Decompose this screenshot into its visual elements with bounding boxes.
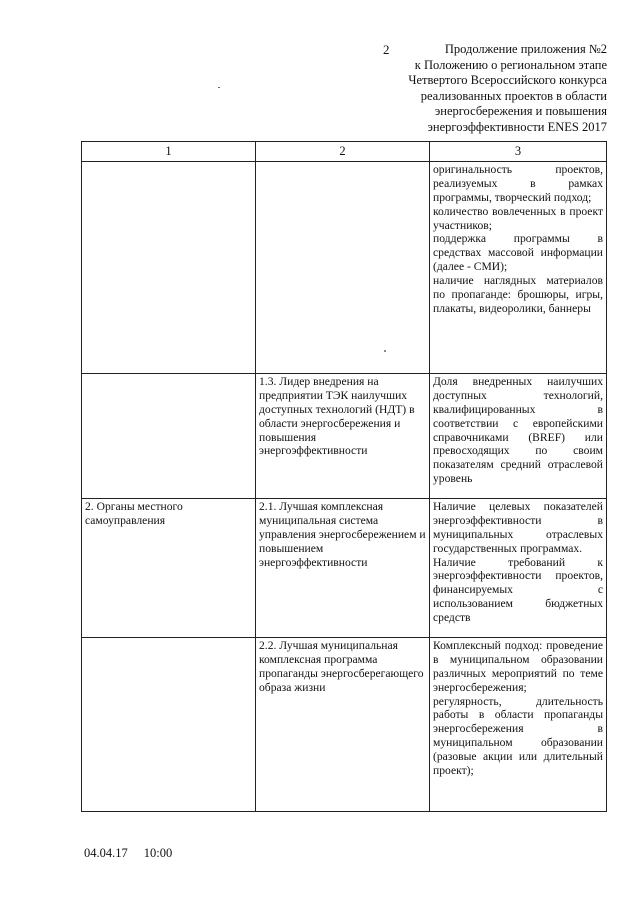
criteria-line: количество вовлеченных в проект участников; (433, 204, 603, 232)
print-time: 10:00 (143, 846, 173, 860)
criteria-line: наличие наглядных материалов по пропаганде: брошюры, игры, плакаты, видеоролики, баннеры (433, 274, 603, 315)
header-line: реализованных проектов в области (420, 88, 607, 103)
criteria-line: поддержка программы в средствах массовой информации (далее - СМИ); (433, 232, 603, 274)
header-line: энергоэффективности ENES 2017 (427, 119, 607, 134)
criteria-line: Наличие требований к энергоэффективности проектов, финансируемых с использованием бюджетных средств (433, 555, 603, 625)
column-header: 1 (82, 142, 256, 162)
criteria-line: оригинальность проектов, реализуемых в рамках программы, творческий подход; (433, 162, 603, 204)
nomination-cell (82, 161, 256, 373)
criteria-cell (430, 498, 607, 637)
column-header: 2 (256, 142, 430, 162)
table-row (82, 498, 607, 637)
table-header-row (82, 142, 607, 162)
table-row (82, 161, 607, 373)
header-line: Четвертого Всероссийского конкурса (408, 73, 607, 87)
header-line: к Положению о региональном этапе (414, 57, 607, 72)
nomination-cell (82, 637, 256, 811)
nomination-cell (82, 373, 256, 498)
header-line: Продолжение приложения №2 (444, 42, 607, 56)
appendix-header (385, 42, 607, 135)
print-date: 04.04.17 (84, 846, 128, 860)
print-timestamp (84, 846, 172, 861)
table-row (82, 373, 607, 498)
nomination-cell: 2. Органы местного самоуправления (82, 498, 256, 637)
criteria-cell (430, 373, 607, 498)
category-cell: 1.3. Лидер внедрения на предприятии ТЭК наилучших доступных технологий (НДТ) в области энергосбережения и повышения энергоэффективности (256, 373, 430, 498)
criteria-line: Комплексный подход: проведение в муниципальном образовании различных мероприятий по теме энергосбережения; (433, 638, 603, 694)
category-cell: 2.2. Лучшая муниципальная комплексная программа пропаганды энергосберегающего образа жизни (256, 637, 430, 811)
criteria-line: Доля внедренных наилучших доступных технологий, квалифицированных в соответствии с европейскими справочниками (BREF) или превосходящих по своим показателям средний отраслевой уровень (433, 374, 603, 486)
category-cell: 2.1. Лучшая комплексная муниципальная система управления энергосбережением и повышением энергоэффективности (256, 498, 430, 637)
table-row (82, 637, 607, 811)
column-header: 3 (430, 142, 607, 162)
criteria-cell (430, 637, 607, 811)
category-cell (256, 161, 430, 373)
header-line: энергосбережения и повышения (434, 104, 607, 118)
criteria-line: Наличие целевых показателей энергоэффективности в муниципальных отраслевых государственных программах. (433, 499, 603, 555)
criteria-line: регулярность, длительность работы в области пропаганды энергосбережения в муниципальном образовании (разовые акции или длительный проект); (433, 694, 603, 778)
page-number: 2 (383, 42, 390, 57)
criteria-cell (430, 161, 607, 373)
scan-speck (218, 87, 220, 88)
criteria-table (81, 141, 607, 812)
